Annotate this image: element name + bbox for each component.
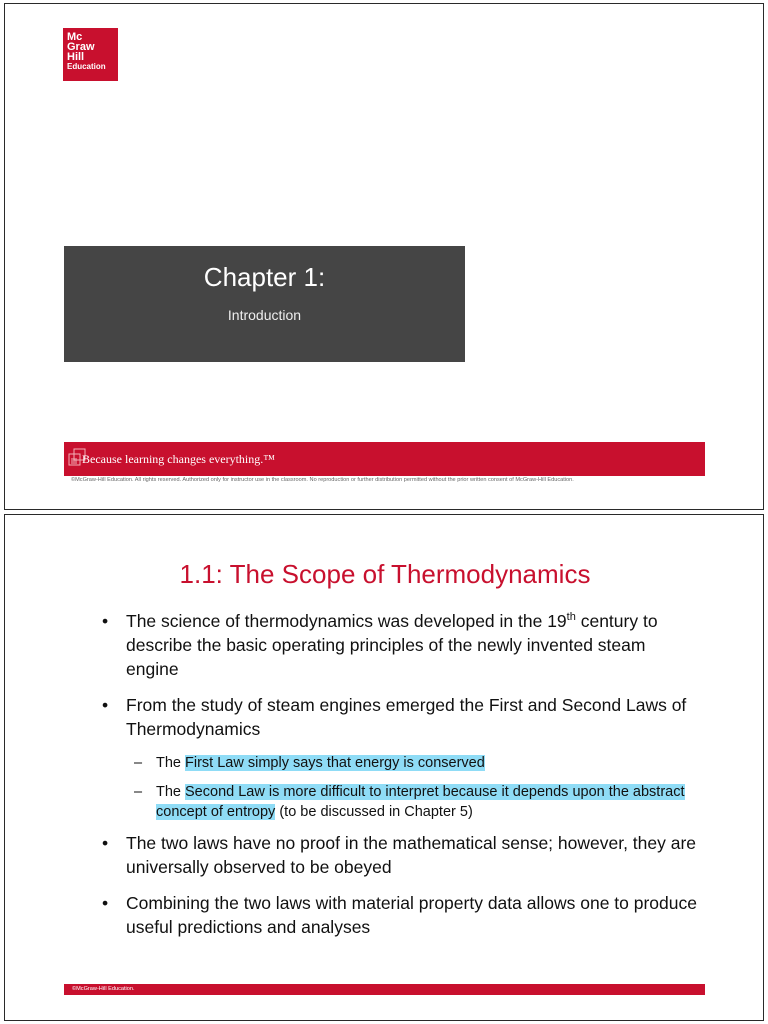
copyright-notice: ©McGraw-Hill Education. [72,986,135,992]
bullet-symbol: • [102,893,109,913]
bullet-list [100,609,700,951]
dash-symbol: – [134,755,143,771]
copyright-notice: ©McGraw-Hill Education. All rights reserved. Authorized only for instructor use in the classroom. No reproduction or further distribution permitted without the prior written consent of McGraw-Hill Education. [71,477,574,483]
sub-list-item: – The Second Law is more difficult to interpret because it depends upon the abstract concept of entropy (to be discussed in Chapter 5) [134,784,685,820]
chapter-subtitle: Introduction [227,307,302,323]
list-item: • The two laws have no proof in the mathematical sense; however, they are universally observed to be obeyed [102,833,697,877]
list-item: • From the study of steam engines emerged the First and Second Laws of Thermodynamics [102,695,687,739]
tagline: Because learning changes everything.™ [82,452,276,466]
title-slide [4,3,764,510]
bullet-symbol: • [102,833,109,853]
sub-list-item: – The First Law simply says that energy is conserved [134,755,485,771]
chapter-title-box [64,246,465,362]
tagline-bar [64,442,705,476]
slide-title: 1.1: The Scope of Thermodynamics [179,559,591,589]
list-item: • Combining the two laws with material property data allows one to produce useful predictions and analyses [102,893,697,937]
bullet-symbol: • [102,611,109,631]
content-slide [4,514,764,1021]
dash-symbol: – [134,784,143,800]
mcgraw-hill-logo: Mc Graw Hill Education [63,28,118,81]
highlighted-text: First Law simply says that energy is conserved [185,755,485,771]
chapter-title: Chapter 1: [203,262,326,292]
highlighted-text: Second Law is more difficult to interpret because it depends upon the abstract concept of entropy [156,784,685,820]
list-item: • The science of thermodynamics was developed in the 19th century to describe the basic operating principles of the newly invented steam engine [102,611,658,679]
bullet-symbol: • [102,695,109,715]
footer-bar [64,984,705,995]
